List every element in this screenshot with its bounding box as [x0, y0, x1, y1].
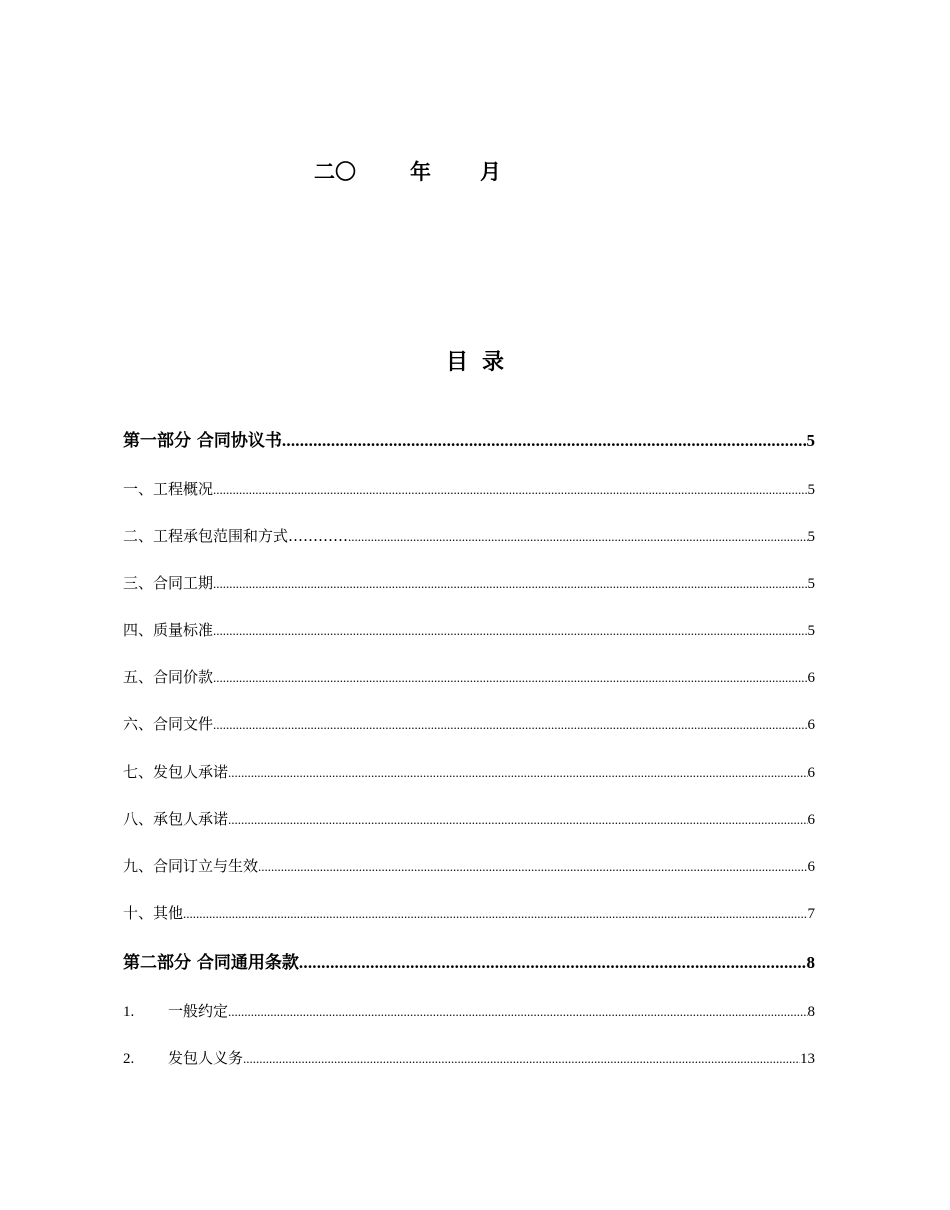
toc-dot-leader — [213, 479, 807, 500]
toc-page-number: 6 — [807, 670, 815, 686]
toc-page-number: 6 — [807, 859, 815, 875]
toc-dot-leader — [213, 620, 807, 641]
toc-entry-label — [123, 1000, 228, 1022]
toc-page-number: 5 — [807, 482, 815, 498]
toc-entry[interactable] — [123, 808, 815, 830]
date-month-label: 月 — [480, 160, 501, 184]
toc-entry[interactable] — [123, 902, 815, 924]
toc-entry[interactable] — [123, 525, 815, 547]
toc-entry-label: 二、工程承包范围和方式………… — [123, 527, 349, 545]
toc-entry-number: 2. — [123, 1051, 135, 1067]
toc-entry-label: 第一部分 合同协议书 — [123, 431, 282, 451]
toc-entry-text: 发包人义务 — [168, 1049, 244, 1067]
toc-entry[interactable] — [123, 1047, 815, 1069]
toc-page-number: 7 — [807, 906, 815, 922]
toc-page-number: 6 — [807, 812, 815, 828]
toc-entry[interactable] — [123, 855, 815, 877]
toc-dot-leader — [299, 950, 807, 976]
toc-dot-leader — [213, 667, 807, 688]
toc-entry[interactable] — [123, 619, 815, 641]
toc-entry-label: 第二部分 合同通用条款 — [123, 953, 299, 973]
toc-page-number: 6 — [807, 717, 815, 733]
toc-entry[interactable] — [123, 572, 815, 594]
toc-entry[interactable] — [123, 713, 815, 735]
toc-part-heading[interactable] — [123, 950, 815, 976]
toc-entry-label: 九、合同订立与生效 — [123, 857, 259, 875]
toc-entry-label: 六、合同文件 — [123, 715, 214, 733]
toc-page-number: 5 — [807, 623, 815, 639]
toc-dot-leader — [183, 903, 807, 924]
toc-dot-leader — [228, 1001, 807, 1022]
toc-entry-label — [123, 1047, 243, 1069]
toc-page-number: 5 — [807, 529, 815, 545]
toc-entry-label: 十、其他 — [123, 904, 184, 922]
toc-entry[interactable] — [123, 478, 815, 500]
toc-page-number: 5 — [806, 431, 815, 450]
toc-page-number: 5 — [807, 576, 815, 592]
toc-entry[interactable] — [123, 761, 815, 783]
toc-page-number: 6 — [807, 765, 815, 781]
toc-dot-leader — [228, 762, 807, 783]
toc-dot-leader — [243, 1048, 800, 1069]
toc-entry-label: 四、质量标准 — [123, 621, 214, 639]
toc-entry-label: 一、工程概况 — [123, 480, 214, 498]
toc-entry-number: 1. — [123, 1004, 135, 1020]
toc-dot-leader — [258, 856, 807, 877]
date-line — [314, 157, 501, 187]
toc-entry-label: 八、承包人承诺 — [123, 810, 229, 828]
toc-page-number: 8 — [806, 953, 815, 972]
toc-dot-leader — [228, 809, 807, 830]
toc-dot-leader — [213, 573, 807, 594]
toc-entry[interactable] — [123, 666, 815, 688]
toc-title: 目录 — [445, 350, 518, 375]
toc-entry[interactable] — [123, 1000, 815, 1022]
toc-entry-label: 五、合同价款 — [123, 668, 214, 686]
toc-entry-text: 一般约定 — [168, 1002, 229, 1020]
date-year-prefix: 二〇 — [314, 160, 356, 184]
date-year-label: 年 — [410, 160, 431, 184]
toc-page-number: 8 — [807, 1004, 815, 1020]
toc-dot-leader — [348, 526, 807, 547]
toc-entry-label: 三、合同工期 — [123, 574, 214, 592]
toc-page-number: 13 — [800, 1051, 815, 1067]
toc-part-heading[interactable] — [123, 428, 815, 454]
toc-entry-label: 七、发包人承诺 — [123, 763, 229, 781]
toc-dot-leader — [213, 714, 807, 735]
toc-dot-leader — [282, 428, 807, 454]
